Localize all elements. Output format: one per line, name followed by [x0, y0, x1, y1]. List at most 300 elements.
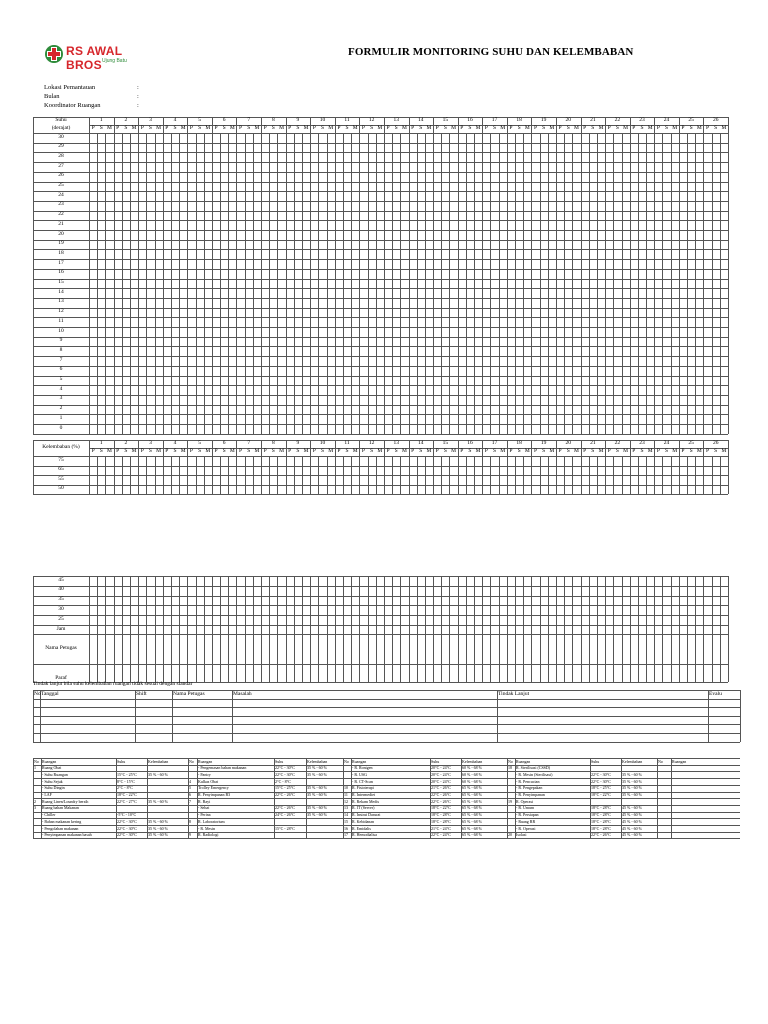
hum-shift-label: M [303, 448, 309, 454]
hum-shift-label: S [222, 448, 226, 454]
grid-line [33, 690, 34, 742]
hum-shift-label: M [279, 448, 284, 454]
grid-line [728, 576, 729, 682]
temp-day-label: 17 [491, 117, 498, 123]
grid-line [163, 576, 164, 682]
grid-line [657, 758, 658, 838]
grid-line [507, 456, 508, 494]
ref-room: - LAF [42, 792, 52, 797]
grid-line [196, 576, 197, 682]
grid-line [33, 733, 740, 734]
temp-shift-label: S [148, 125, 152, 131]
temp-shift-label: P [583, 125, 587, 131]
grid-line [335, 576, 336, 682]
hum-shift-label: P [288, 448, 292, 454]
temp-shift-label: M [254, 125, 260, 131]
temp-row-label: 5 [59, 376, 63, 382]
temp-row-label: 2 [59, 405, 63, 412]
temp-shift-label: S [443, 125, 447, 131]
temp-day-label: 4 [173, 117, 177, 123]
hum-shift-label: S [99, 448, 103, 454]
grid-line [400, 133, 401, 434]
grid-line [33, 792, 188, 793]
hum-bottom-row-label: 40 [58, 586, 64, 593]
hum-shift-label: P [583, 448, 587, 454]
ref-header: Kelembaban [622, 758, 643, 764]
hum-day-label: 4 [173, 440, 177, 446]
ref-no: 7 [189, 798, 191, 804]
grid-line [597, 133, 598, 434]
hum-day-label: 9 [296, 440, 300, 446]
grid-line [187, 576, 188, 682]
temp-row-label: 1 [59, 414, 63, 421]
hum-shift-label: P [558, 448, 562, 454]
hum-shift-label: P [312, 448, 316, 454]
grid-line [359, 576, 360, 682]
temp-shift-label: S [492, 125, 497, 131]
grid-line [245, 576, 246, 682]
grid-line [135, 690, 136, 742]
hum-day-label: 21 [590, 440, 596, 446]
grid-line [400, 576, 401, 682]
hospital-logo [44, 42, 154, 72]
temp-day-label: 15 [442, 117, 449, 123]
grid-line [318, 133, 319, 434]
grid-line [228, 576, 229, 682]
grid-line [261, 133, 262, 434]
ref-kelembaban: 60 % - 68 % [462, 771, 482, 777]
ref-kelembaban: 35 % - 60 % [622, 778, 642, 784]
temp-row-label: 18 [58, 249, 64, 256]
grid-line [33, 576, 34, 682]
ref-room: - R. Rontgen [352, 765, 373, 771]
hum-shift-label: P [460, 448, 464, 454]
grid-line [671, 456, 672, 494]
ref-room: - Suhu Ruangan [42, 771, 68, 777]
temp-shift-label: M [377, 125, 383, 131]
temp-row-label: 19 [58, 240, 64, 247]
temp-day-label: 21 [590, 117, 596, 123]
temp-shift-label: P [460, 125, 464, 131]
ref-suhu: 22°C - 30°C [117, 832, 137, 838]
grid-line [474, 133, 475, 434]
hum-shift-label: P [189, 448, 193, 454]
hum-shift-label: P [386, 448, 390, 454]
ref-kelembaban: 60 % - 68 % [462, 765, 482, 771]
cross-logo-icon [44, 44, 64, 64]
hum-shift-label: M [156, 448, 162, 454]
ref-room: - R. Mesin (Sterilisasi) [516, 771, 553, 777]
temp-row-label: 15 [58, 279, 64, 285]
temp-row-label: 29 [58, 143, 64, 150]
grid-line [146, 576, 147, 682]
temp-day-label: 16 [467, 117, 473, 123]
grid-line [33, 494, 728, 495]
grid-line [482, 576, 483, 682]
temp-day-label: 2 [124, 117, 128, 123]
ref-suhu: 18°C - 28°C [591, 818, 611, 824]
temp-day-label: 24 [663, 117, 670, 123]
temp-shift-label: M [475, 125, 481, 131]
ref-suhu: 18°C - 22°C [431, 805, 451, 811]
grid-line [33, 133, 34, 434]
grid-line [105, 133, 106, 434]
hum-shift-label: P [705, 448, 710, 454]
temp-shift-label: M [107, 125, 112, 131]
ref-header: Suhu [591, 758, 600, 764]
grid-line [458, 576, 459, 682]
grid-line [172, 690, 173, 742]
temp-day-label: 8 [271, 117, 275, 123]
ref-suhu: 24°C - 26°C [275, 812, 295, 818]
ref-suhu: 18°C - 28°C [591, 805, 611, 811]
ref-suhu: 22°C - 30°C [275, 771, 295, 777]
ref-kelembaban: 35 % - 60 % [307, 765, 327, 771]
ref-no: 16 [344, 825, 348, 831]
grid-line [497, 690, 498, 742]
grid-line [482, 133, 483, 434]
grid-line [657, 832, 740, 833]
hum-shift-label: M [254, 448, 260, 454]
grid-line [720, 133, 721, 434]
ref-kelembaban: 45 % - 60 % [622, 832, 642, 838]
ref-room: R. Laboratorium [198, 818, 225, 824]
ref-suhu: 20°C - 24°C [431, 771, 451, 777]
hum-shift-label: S [468, 448, 472, 454]
grid-line [613, 576, 614, 682]
grid-line [286, 576, 287, 682]
ref-room: Ruang Linen/Loundry bersih [42, 798, 89, 804]
grid-line [228, 456, 229, 494]
grid-line [220, 133, 221, 434]
temp-row-label: 23 [58, 201, 64, 208]
grid-line [507, 133, 508, 434]
temp-shift-label: P [165, 125, 169, 131]
hum-shift-label: M [647, 448, 653, 454]
hum-shift-label: M [549, 448, 555, 454]
grid-line [671, 133, 672, 434]
grid-line [657, 785, 740, 786]
ref-room: - Suhu Sejuk [42, 778, 63, 784]
grid-line [605, 456, 606, 494]
ref-header: Kelembaban [307, 758, 328, 764]
grid-line [351, 456, 352, 494]
ref-suhu: 18°C - 25°C [591, 785, 611, 791]
temp-shift-label: P [361, 125, 365, 131]
hum-day-label: 8 [271, 440, 275, 446]
ref-room: Ruang Obat [42, 765, 62, 771]
ref-room: - R. Persiapan [516, 812, 539, 818]
temp-shift-label: P [558, 125, 562, 131]
temp-day-label: 13 [393, 117, 399, 123]
hum-top-row-label: 75 [58, 456, 64, 463]
grid-line [188, 798, 343, 799]
hum-shift-label: P [165, 448, 169, 454]
hum-bottom-row-label: 45 [58, 576, 64, 583]
grid-line [499, 133, 500, 434]
hum-shift-label: S [615, 448, 619, 454]
grid-line [581, 133, 582, 434]
grid-line [179, 576, 180, 682]
ref-header: Kelembaban [462, 758, 483, 764]
temp-row-label: 26 [58, 172, 64, 179]
ref-no: 14 [344, 812, 348, 818]
grid-line [384, 133, 385, 434]
temp-shift-label: S [714, 125, 718, 131]
temp-shift-label: M [451, 125, 456, 131]
hum-top-row-label: 55 [58, 475, 64, 482]
grid-line [466, 133, 467, 434]
grid-line [679, 133, 680, 434]
grid-line [728, 440, 729, 456]
grid-line [97, 133, 98, 434]
followup-header: Evalu [709, 690, 722, 697]
temp-shift-label: S [320, 125, 324, 131]
temp-day-label: 10 [319, 117, 326, 123]
hum-shift-label: S [296, 448, 300, 454]
hum-shift-label: S [542, 448, 546, 454]
grid-line [138, 576, 139, 682]
temp-row-label: 20 [58, 230, 64, 237]
grid-line [630, 456, 631, 494]
grid-line [589, 133, 590, 434]
grid-line [187, 456, 188, 494]
hum-shift-label: M [229, 448, 235, 454]
ref-header: Ruangan [672, 758, 687, 764]
grid-line [564, 133, 565, 434]
temp-row-label: 17 [58, 259, 64, 266]
ref-room: R. Kebidanan [352, 818, 374, 824]
ref-room: - R. Pengepakan [516, 785, 543, 791]
hum-shift-label: S [394, 448, 398, 454]
grid-line [417, 133, 418, 434]
grid-line [449, 456, 450, 494]
grid-line [294, 133, 295, 434]
grid-line [657, 838, 740, 839]
ref-kelembaban: 35 % - 60 % [148, 798, 168, 804]
hum-shift-label: P [533, 448, 537, 454]
temp-shift-label: M [156, 125, 162, 131]
ref-suhu: 21°C - 24°C [431, 825, 451, 831]
grid-line [605, 576, 606, 682]
ref-no: 5 [189, 785, 191, 791]
temp-shift-label: S [296, 125, 300, 131]
grid-line [392, 133, 393, 434]
hum-shift-label: P [116, 448, 120, 454]
grid-line [253, 576, 254, 682]
ref-header: No [508, 758, 513, 764]
followup-caption: Tindak lanjut bila suhu kelembaban ruangan tidak sesuai dengan standar [33, 681, 193, 687]
hum-shift-label: M [180, 448, 186, 454]
grid-line [236, 456, 237, 494]
temp-row-label: 6 [59, 366, 63, 373]
grid-line [359, 133, 360, 434]
temp-shift-label: P [386, 125, 390, 131]
hum-day-label: 20 [565, 440, 571, 446]
grid-line [277, 133, 278, 434]
grid-line [662, 133, 663, 434]
temp-row-label: 30 [58, 133, 64, 140]
grid-line [449, 133, 450, 434]
hum-shift-label: M [426, 448, 432, 454]
temp-shift-label: S [517, 125, 521, 131]
grid-line [343, 771, 507, 772]
page-title: FORMULIR MONITORING SUHU DAN KELEMBABAN [348, 46, 634, 58]
grid-line [245, 133, 246, 434]
grid-line [179, 456, 180, 494]
ref-room: - R. Umum [516, 805, 535, 811]
ref-suhu: 20°C - 24°C [431, 765, 451, 771]
ref-no: 1 [34, 765, 36, 771]
grid-line [515, 576, 516, 682]
hum-day-label: 25 [688, 440, 694, 446]
grid-line [392, 576, 393, 682]
grid-line [33, 456, 34, 494]
temp-shift-label: P [435, 125, 439, 131]
ref-no: 18 [508, 765, 512, 771]
grid-line [622, 456, 623, 494]
hum-day-label: 16 [467, 440, 473, 446]
grid-line [589, 456, 590, 494]
ref-room: - Perina [198, 812, 211, 818]
temp-header-label: Suhu [55, 117, 67, 123]
grid-line [433, 576, 434, 682]
hum-shift-label: S [148, 448, 152, 454]
grid-line [657, 805, 740, 806]
temp-shift-label: S [665, 125, 669, 131]
grid-line [638, 576, 639, 682]
grid-line [409, 133, 410, 434]
hum-bottom-row-label: 30 [58, 605, 64, 612]
ref-kelembaban: 65 % - 68 % [462, 792, 482, 797]
grid-line [204, 133, 205, 434]
temp-row-label: 22 [58, 211, 64, 218]
ref-suhu: 8°C - 15°C [117, 778, 135, 784]
grid-line [253, 456, 254, 494]
grid-line [163, 456, 164, 494]
temp-row-label: 12 [58, 308, 64, 315]
grid-line [155, 456, 156, 494]
hum-shift-label: M [401, 448, 407, 454]
grid-line [302, 456, 303, 494]
hum-shift-label: P [140, 448, 144, 454]
ref-no: 15 [344, 818, 348, 824]
temp-shift-label: M [721, 125, 727, 131]
grid-line [605, 133, 606, 434]
ref-suhu: 22°C - 26°C [431, 792, 451, 797]
ref-room: R. Operasi [516, 798, 534, 804]
ref-no: 13 [344, 805, 348, 811]
hum-day-label: 14 [418, 440, 424, 446]
ref-room: R. Bayi [198, 798, 211, 804]
grid-line [720, 576, 721, 682]
temp-shift-label: M [426, 125, 432, 131]
ref-room: Trolley Emergency [198, 785, 229, 791]
grid-line [212, 456, 213, 494]
grid-line [441, 456, 442, 494]
grid-line [384, 576, 385, 682]
followup-header: Tindak Lanjut [498, 690, 530, 697]
grid-line [417, 576, 418, 682]
grid-line [671, 758, 672, 838]
ref-no: 8 [189, 818, 191, 824]
temp-shift-label: S [198, 125, 202, 131]
hum-day-label: 15 [442, 440, 449, 446]
hum-shift-label: S [640, 448, 644, 454]
grid-line [417, 456, 418, 494]
grid-line [662, 576, 663, 682]
temp-shift-label: M [328, 125, 334, 131]
grid-line [33, 742, 740, 743]
hum-day-label: 24 [663, 440, 670, 446]
temp-shift-label: M [672, 125, 678, 131]
grid-line [97, 576, 98, 682]
ref-room: R. Rekam Medis [352, 798, 379, 804]
grid-line [376, 133, 377, 434]
temp-day-label: 9 [296, 117, 300, 123]
grid-line [269, 576, 270, 682]
temp-shift-label: S [345, 125, 349, 131]
grid-line [441, 133, 442, 434]
grid-line [277, 456, 278, 494]
temp-day-label: 5 [198, 117, 201, 123]
grid-line [531, 456, 532, 494]
temp-shift-label: S [591, 125, 595, 131]
ref-room: - Suhu Dingin [42, 785, 65, 791]
grid-line [253, 133, 254, 434]
temp-row-label: 9 [59, 337, 63, 344]
ref-no: 2 [34, 798, 36, 804]
grid-line [507, 576, 508, 682]
ref-suhu: -5°C - 10°C [117, 812, 137, 818]
ref-suhu: 21°C - 26°C [431, 785, 451, 791]
grid-line [662, 456, 663, 494]
hum-shift-label: M [573, 448, 579, 454]
grid-line [507, 838, 657, 839]
grid-line [368, 133, 369, 434]
grid-line [657, 812, 740, 813]
grid-line [122, 133, 123, 434]
ref-header: Ruangan [198, 758, 213, 764]
temp-shift-label: P [484, 125, 488, 131]
followup-header: Nama Petugas [173, 690, 205, 697]
grid-line [490, 576, 491, 682]
info-bulan-colon: : [137, 93, 139, 100]
hum-day-label: 5 [198, 440, 201, 446]
ref-suhu: 22°C - 30°C [591, 778, 611, 784]
temp-shift-label: S [566, 125, 570, 131]
grid-line [449, 576, 450, 682]
grid-line [114, 456, 115, 494]
grid-line [351, 576, 352, 682]
temp-shift-label: S [615, 125, 619, 131]
ref-no: 9 [189, 832, 191, 838]
hum-shift-label: P [484, 448, 488, 454]
ref-suhu: 22°C - 24°C [431, 832, 451, 838]
temp-shift-label: P [312, 125, 316, 131]
temp-shift-label: S [271, 125, 275, 131]
grid-line [458, 456, 459, 494]
grid-line [204, 456, 205, 494]
temp-day-label: 22 [614, 117, 621, 123]
ref-room: Kulkas Obat [198, 778, 219, 784]
grid-line [163, 133, 164, 434]
temp-shift-label: P [263, 125, 267, 131]
grid-line [146, 456, 147, 494]
grid-line [556, 456, 557, 494]
ref-room: - Pantry [198, 771, 211, 777]
temp-shift-label: S [640, 125, 644, 131]
